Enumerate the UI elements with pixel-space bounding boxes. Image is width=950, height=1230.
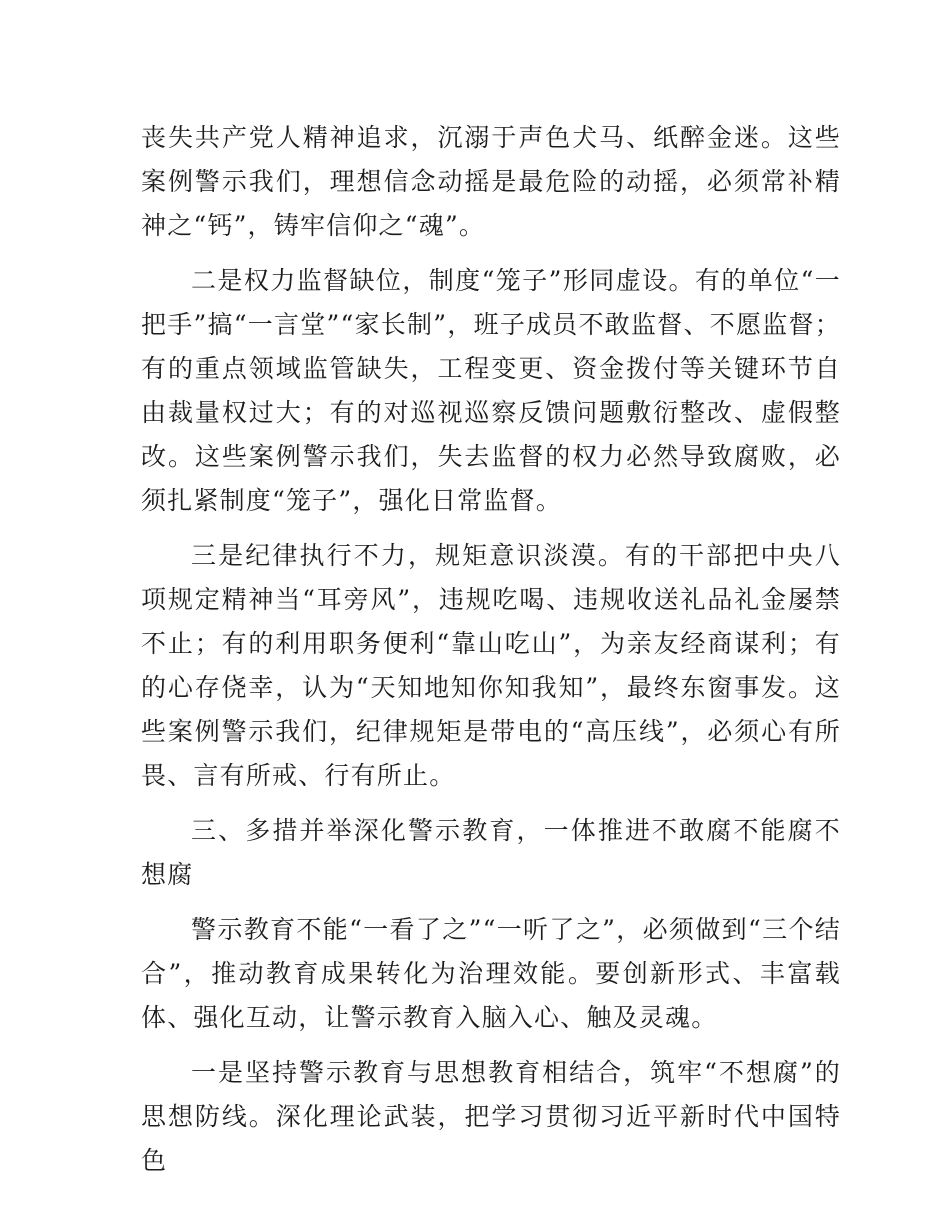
paragraph-section-intro: 警示教育不能“一看了之”“一听了之”，必须做到“三个结合”，推动教育成果转化为治理效能。要创新形式、丰富载体、强化互动，让警示教育入脑入心、触及灵魂。 (141, 915, 841, 1032)
paragraph-ideological-education: 一是坚持警示教育与思想教育相结合，筑牢“不想腐”的思想防线。深化理论武装，把学习贯彻习近平新时代中国特色 (141, 1058, 841, 1175)
paragraph-continuation: 丧失共产党人精神追求，沉溺于声色犬马、纸醉金迷。这些案例警示我们，理想信念动摇是最危险的动摇，必须常补精神之“钙”，铸牢信仰之“魂”。 (141, 123, 841, 240)
paragraph-discipline: 三是纪律执行不力，规矩意识淡漠。有的干部把中央八项规定精神当“耳旁风”，违规吃喝、违规收送礼品礼金屡禁不止；有的利用职务便利“靠山吃山”，为亲友经商谋利；有的心存侥幸，认为“天知地知你知我知”，最终东窗事发。这些案例警示我们，纪律规矩是带电的“高压线”，必须心有所畏、言有所戒、行有所止。 (141, 541, 841, 790)
paragraph-power-oversight: 二是权力监督缺位，制度“笼子”形同虚设。有的单位“一把手”搞“一言堂”“家长制”，班子成员不敢监督、不愿监督；有的重点领域监管缺失，工程变更、资金拨付等关键环节自由裁量权过大；有的对巡视巡察反馈问题敷衍整改、虚假整改。这些案例警示我们，失去监督的权力必然导致腐败，必须扎紧制度“笼子”，强化日常监督。 (141, 266, 841, 515)
section-heading: 三、多措并举深化警示教育，一体推进不敢腐不能腐不想腐 (141, 816, 841, 889)
document-body (141, 116, 841, 1194)
